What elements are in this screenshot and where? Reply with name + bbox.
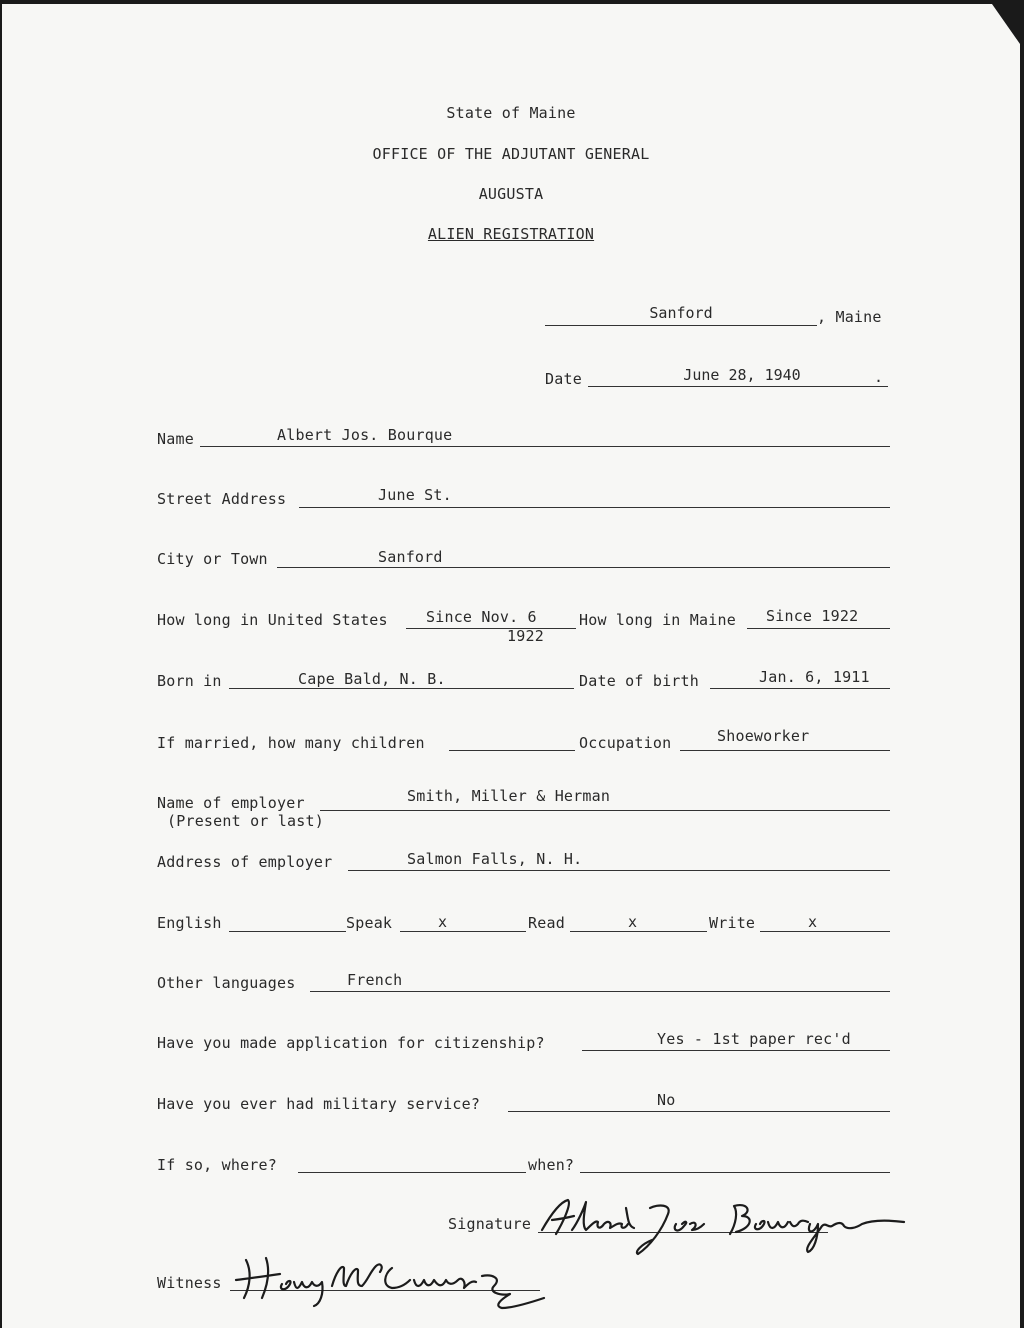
maine-years-line bbox=[747, 628, 890, 629]
read-value: x bbox=[628, 913, 638, 931]
employer-line bbox=[320, 810, 890, 811]
witness-handwriting bbox=[232, 1252, 552, 1312]
born-in-value: Cape Bald, N. B. bbox=[298, 670, 446, 688]
write-label: Write bbox=[709, 914, 756, 932]
born-in-line bbox=[229, 688, 574, 689]
occupation-label: Occupation bbox=[579, 734, 672, 752]
employer-address-line bbox=[348, 870, 890, 871]
city-value: Sanford bbox=[378, 548, 443, 566]
other-languages-line bbox=[310, 991, 890, 992]
maine-years-value: Since 1922 bbox=[766, 607, 859, 625]
write-value: x bbox=[808, 913, 818, 931]
military-label: Have you ever had military service? bbox=[157, 1095, 481, 1113]
where-label: If so, where? bbox=[157, 1156, 277, 1174]
dob-value: Jan. 6, 1911 bbox=[759, 668, 870, 686]
name-label: Name bbox=[157, 430, 194, 448]
children-line bbox=[449, 750, 575, 751]
write-line bbox=[760, 931, 890, 932]
witness-label: Witness bbox=[157, 1274, 222, 1292]
place-value: Sanford bbox=[649, 304, 713, 322]
city-line bbox=[277, 567, 890, 568]
header-office: OFFICE OF THE ADJUTANT GENERAL bbox=[372, 145, 650, 163]
date-line bbox=[588, 386, 888, 387]
employer-value: Smith, Miller & Herman bbox=[407, 787, 611, 805]
speak-value: x bbox=[438, 913, 448, 931]
military-value: No bbox=[657, 1091, 676, 1109]
other-languages-label: Other languages bbox=[157, 974, 296, 992]
other-languages-value: French bbox=[347, 971, 403, 989]
date-value: June 28, 1940 bbox=[683, 366, 801, 384]
speak-line bbox=[400, 931, 526, 932]
citizenship-value: Yes - 1st paper rec'd bbox=[657, 1030, 851, 1048]
read-label: Read bbox=[528, 914, 565, 932]
date-end: . bbox=[874, 368, 884, 386]
english-line bbox=[229, 931, 346, 932]
read-line bbox=[570, 931, 707, 932]
name-value: Albert Jos. Bourque bbox=[277, 426, 453, 444]
city-label: City or Town bbox=[157, 550, 268, 568]
us-years-value-2: 1922 bbox=[507, 627, 544, 645]
citizenship-label: Have you made application for citizenship? bbox=[157, 1034, 545, 1052]
form-title: ALIEN REGISTRATION bbox=[427, 225, 595, 243]
when-line bbox=[580, 1172, 890, 1173]
street-label: Street Address bbox=[157, 490, 287, 508]
born-in-label: Born in bbox=[157, 672, 222, 690]
citizenship-line bbox=[582, 1050, 890, 1051]
military-line bbox=[508, 1111, 890, 1112]
dob-label: Date of birth bbox=[579, 672, 699, 690]
header-city: AUGUSTA bbox=[478, 185, 544, 203]
name-line bbox=[200, 446, 890, 447]
signature-handwriting bbox=[538, 1194, 918, 1264]
place-line bbox=[545, 325, 817, 326]
where-line bbox=[298, 1172, 526, 1173]
maine-years-label: How long in Maine bbox=[579, 611, 736, 629]
us-years-value: Since Nov. 6 bbox=[426, 608, 537, 626]
employer-sublabel: (Present or last) bbox=[167, 812, 324, 830]
street-value: June St. bbox=[378, 486, 452, 504]
children-label: If married, how many children bbox=[157, 734, 425, 752]
us-years-line bbox=[406, 628, 576, 629]
us-years-label: How long in United States bbox=[157, 611, 388, 629]
occupation-value: Shoeworker bbox=[717, 727, 810, 745]
street-line bbox=[299, 507, 890, 508]
english-label: English bbox=[157, 914, 222, 932]
employer-address-value: Salmon Falls, N. H. bbox=[407, 850, 583, 868]
employer-label: Name of employer bbox=[157, 794, 305, 812]
page-corner bbox=[992, 4, 1020, 44]
dob-line bbox=[710, 688, 890, 689]
header-state: State of Maine bbox=[446, 104, 576, 122]
when-label: when? bbox=[528, 1156, 575, 1174]
occupation-line bbox=[680, 750, 890, 751]
signature-label: Signature bbox=[448, 1215, 532, 1233]
employer-address-label: Address of employer bbox=[157, 853, 333, 871]
place-suffix: , Maine bbox=[817, 308, 882, 326]
speak-label: Speak bbox=[346, 914, 393, 932]
registration-form bbox=[2, 4, 1020, 1328]
date-label: Date bbox=[545, 370, 582, 388]
